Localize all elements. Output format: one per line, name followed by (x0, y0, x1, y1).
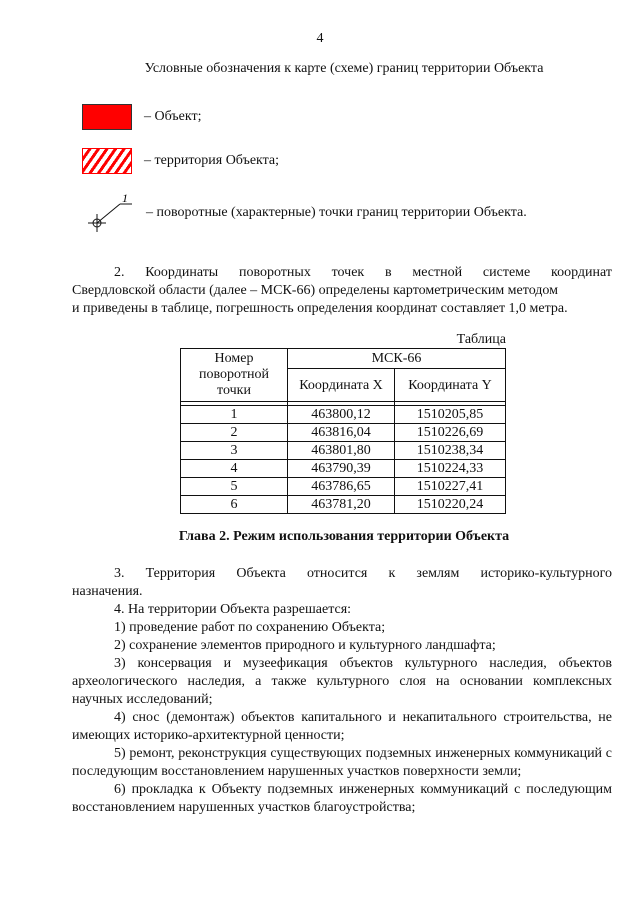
table-row (181, 460, 506, 478)
paragraph-4: 4. На территории Объекта разрешается: (114, 602, 352, 617)
turning-point-icon (80, 193, 136, 233)
header-coordinate-x: Координата X (288, 369, 395, 402)
table-caption: Таблица (456, 332, 506, 347)
list-item-5: 5) ремонт, реконструкция существующих подземных инженерных коммуникаций с последующим восстановлением нарушенных участков поверхности земли; (72, 746, 612, 779)
coordinate-x-cell: 463816,04 (288, 424, 395, 442)
header-coordinate-y: Координата Y (395, 369, 506, 402)
coordinates-table (180, 348, 506, 514)
paragraph-2-line-2: Свердловской области (далее – МСК-66) определены картометрическим методом (72, 283, 559, 298)
table-row (181, 442, 506, 460)
coordinate-y-cell: 1510205,85 (395, 406, 506, 424)
coordinate-x-cell: 463790,39 (288, 460, 395, 478)
coordinate-x-cell: 463786,65 (288, 478, 395, 496)
point-number-cell: 6 (181, 496, 288, 514)
legend-title: Условные обозначения к карте (схеме) границ территории Объекта (144, 61, 544, 76)
paragraph-2-line-1: 2. Координаты поворотных точек в местной системе координат (114, 265, 612, 280)
legend-item-territory (82, 148, 279, 174)
red-hatched-rect-icon (82, 148, 132, 174)
table-row (181, 478, 506, 496)
point-number-cell: 3 (181, 442, 288, 460)
list-item-4: 4) снос (демонтаж) объектов капитального и некапитального строительства, не имеющих историко-архитектурной ценности; (72, 710, 612, 743)
coordinate-y-cell: 1510226,69 (395, 424, 506, 442)
legend-label-turning-point: – поворотные (характерные) точки границ территории Объекта. (146, 205, 527, 220)
coordinate-y-cell: 1510227,41 (395, 478, 506, 496)
legend-item-turning-point (80, 193, 527, 233)
chapter-body (72, 565, 612, 817)
paragraph-3-line-1: 3. Территория Объекта относится к землям историко-культурного (114, 566, 612, 581)
legend-label-object: – Объект; (144, 109, 202, 124)
point-number-cell: 2 (181, 424, 288, 442)
legend-item-object (82, 104, 201, 130)
legend-label-territory: – территория Объекта; (144, 153, 280, 168)
header-point-number: Номер поворотной точки (181, 349, 288, 402)
coordinate-x-cell: 463781,20 (288, 496, 395, 514)
point-number-cell: 5 (181, 478, 288, 496)
point-number-cell: 4 (181, 460, 288, 478)
table-row (181, 406, 506, 424)
list-item-3: 3) консервация и музеефикация объектов культурного наследия, объектов археологического наследия, а также культурного слоя на основании комплексных научных исследований; (72, 656, 612, 707)
table-row (181, 424, 506, 442)
coordinate-y-cell: 1510224,33 (395, 460, 506, 478)
coordinate-x-cell: 463801,80 (288, 442, 395, 460)
point-number-cell: 1 (181, 406, 288, 424)
page-number: 4 (316, 31, 324, 46)
chapter-heading: Глава 2. Режим использования территории Объекта (178, 529, 510, 544)
coordinate-y-cell: 1510238,34 (395, 442, 506, 460)
coordinate-x-cell: 463800,12 (288, 406, 395, 424)
paragraph-2-line-3: и приведены в таблице, погрешность определения координат составляет 1,0 метра. (72, 301, 568, 316)
header-coordinate-system: МСК-66 (288, 349, 506, 369)
list-item-6: 6) прокладка к Объекту подземных инженерных коммуникаций с последующим восстановлением нарушенных участков благоустройства; (72, 782, 612, 815)
list-item-1: 1) проведение работ по сохранению Объекта; (114, 620, 386, 635)
paragraph-3-line-2: назначения. (72, 584, 143, 599)
coordinate-y-cell: 1510220,24 (395, 496, 506, 514)
paragraph-2 (72, 264, 612, 318)
table-row (181, 496, 506, 514)
list-item-2: 2) сохранение элементов природного и культурного ландшафта; (114, 638, 496, 653)
red-filled-rect-icon (82, 104, 132, 130)
point-number-label: 1 (122, 193, 128, 205)
